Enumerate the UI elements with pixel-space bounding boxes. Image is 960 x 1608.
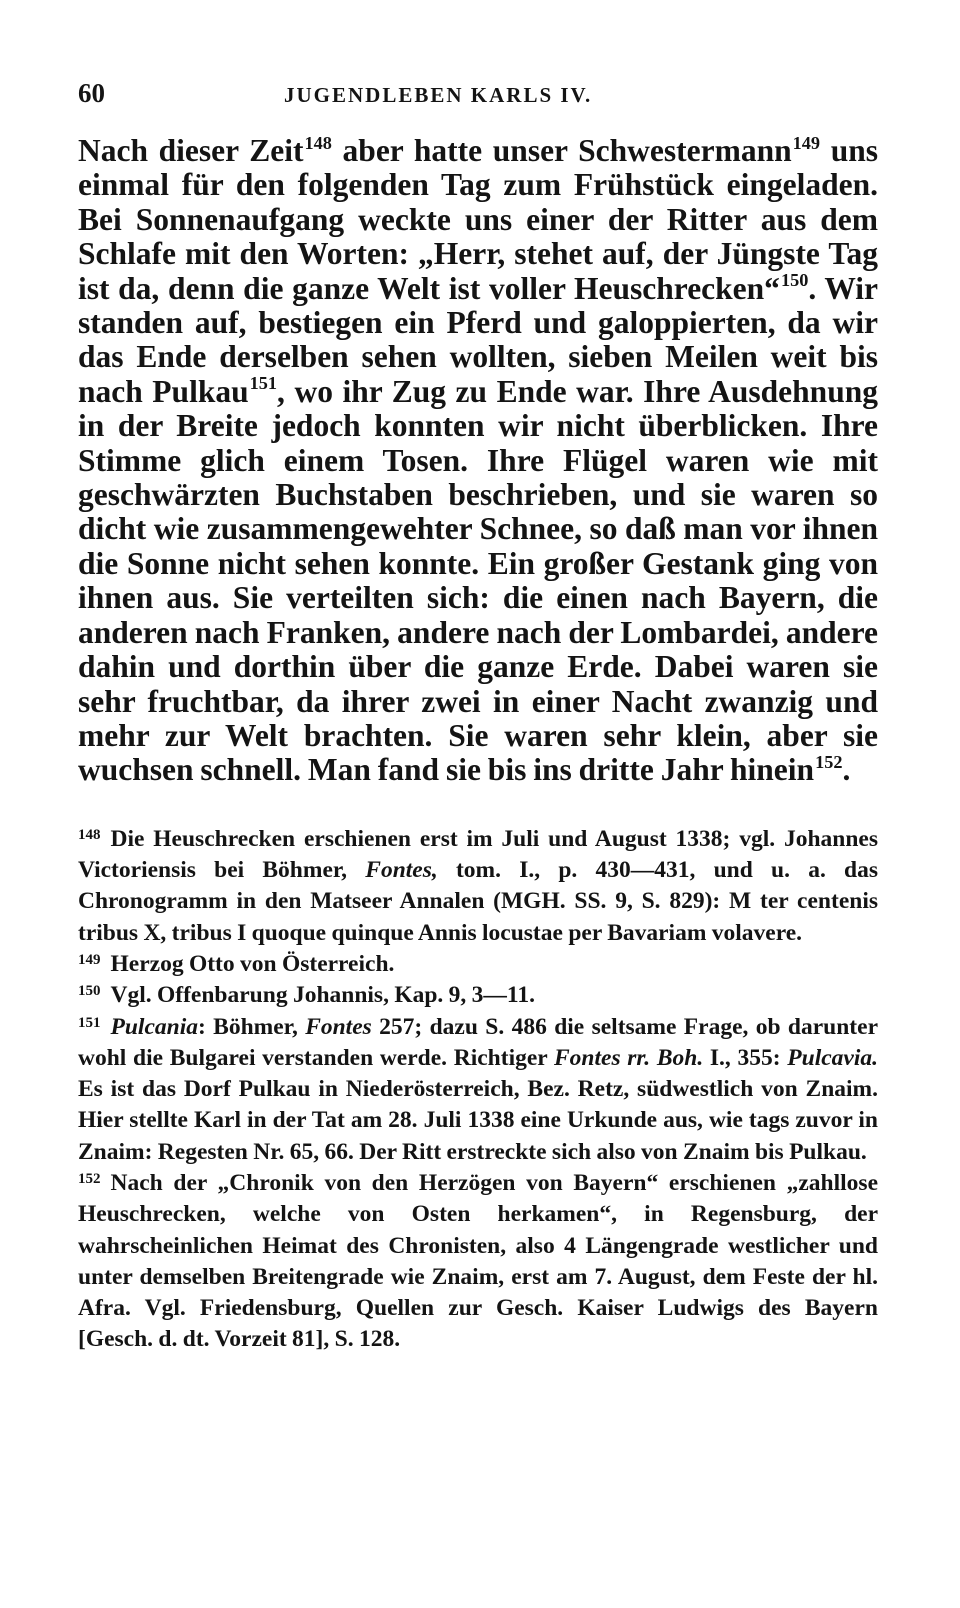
body-text-segment: , wo ihr Zug zu Ende war. Ihre Ausdehnung in der Breite jedoch konnten wir nicht überblicken. Ihre Stimme glich einem Tosen. Ihre Flügel waren wie mit geschwärzten Buchstaben beschrieben, und sie waren so dicht wie zusammengewehter Schnee, so daß man vor ihnen die Sonne nicht sehen konnte. Ein großer Gestank ging von ihnen aus. Sie verteilten sich: die einen nach Bayern, die anderen nach Franken, andere nach der Lombardei, andere dahin und dorthin über die ganze Erde. Dabei waren sie sehr fruchtbar, da ihrer zwei in einer Nacht zwanzig und mehr zur Welt brachten. Sie waren sehr klein, aber sie wuchsen schnell. Man fand sie bis ins dritte Jahr hinein xyxy=(78,373,878,788)
footnote-149 xyxy=(78,949,878,980)
main-paragraph xyxy=(78,134,878,788)
footnote-ref-148: 148 xyxy=(304,132,332,153)
footnote-150 xyxy=(78,980,878,1011)
body-text-segment: uns einmal für den folgenden Tag zum Frühstück eingeladen. Bei Sonnenaufgang weckte uns einer der Ritter aus dem Schlafe mit den Worten: „Herr, stehet auf, der Jüngste Tag ist da, denn die ganze Welt ist voller Heuschrecken“ xyxy=(78,133,879,306)
footnote-italic: Pulcania xyxy=(110,1013,198,1040)
body-text-segment: aber hatte unser Schwestermann xyxy=(331,133,792,168)
footnote-text: Es ist das Dorf Pulkau in Niederösterreich, Bez. Retz, südwestlich von Znaim. Hier stellte Karl in der Tat am 28. Juli 1338 eine Urkunde aus, wie tags zuvor in Znaim: Regesten Nr. 65, 66. Der Ritt erstreckte sich also von Znaim bis Pulkau. xyxy=(78,1076,878,1165)
footnote-151 xyxy=(78,1012,878,1168)
footnote-text: : Böhmer, xyxy=(197,1013,306,1040)
body-text-segment: Nach dieser Zeit xyxy=(78,133,304,168)
footnote-148 xyxy=(78,824,878,949)
footnote-text: Vgl. Offenbarung Johannis, Kap. 9, 3—11. xyxy=(110,982,536,1009)
footnote-italic: Fontes xyxy=(305,1013,372,1040)
body-text-segment: . xyxy=(842,752,851,788)
footnote-ref-151: 151 xyxy=(249,373,278,394)
footnote-text: Herzog Otto von Österreich. xyxy=(110,950,395,977)
footnote-number: 150 xyxy=(78,983,101,1000)
footnote-text: Die Heuschrecken erschienen erst im Juli und August 1338; vgl. Johannes Victoriensis bei Böhmer, xyxy=(78,825,878,884)
body-text-segment: . Wir standen auf, bestiegen ein Pferd und galoppierten, da wir das Ende derselben sehen wollten, sieben Meilen weit bis nach Pulkau xyxy=(78,270,878,409)
running-head xyxy=(78,78,878,128)
footnote-text: Nach der „Chronik von den Herzögen von Bayern“ erschienen „zahllose Heuschrecken, welche von Osten herkamen“, in Regensburg, der wahrscheinlichen Heimat des Chronisten, also 4 Längengrade westlicher und unter demselben Breitengrade wie Znaim, erst am 7. August, dem Feste der hl. Afra. Vgl. Friedensburg, Quellen zur Gesch. Kaiser Ludwigs des Bayern [Gesch. d. dt. Vorzeit 81], S. 128. xyxy=(78,1169,878,1353)
footnote-number: 148 xyxy=(78,826,101,843)
footnote-ref-152: 152 xyxy=(815,751,843,772)
footnote-number: 149 xyxy=(78,952,101,969)
footnote-text: I., 355: xyxy=(703,1044,788,1071)
footnote-ref-150: 150 xyxy=(780,270,809,291)
book-page xyxy=(78,78,878,1356)
footnotes xyxy=(78,824,878,1356)
footnote-italic: Fontes, xyxy=(365,857,438,884)
footnote-number: 152 xyxy=(78,1171,101,1188)
running-title: JUGENDLEBEN KARLS IV. xyxy=(284,83,593,107)
page-number: 60 xyxy=(78,78,105,108)
footnote-text: tom. I., p. 430—431, und u. a. das Chronogramm in den Matseer Annalen (MGH. SS. 9, S. 829): M ter centenis tribus X, tribus I quoque quinque Annis locustae per Bavariam volavere. xyxy=(78,857,879,946)
footnote-152 xyxy=(78,1168,878,1356)
footnote-italic: Fontes rr. Boh. xyxy=(553,1044,704,1071)
footnote-ref-149: 149 xyxy=(792,132,821,153)
footnote-number: 151 xyxy=(78,1014,101,1031)
footnote-italic: Pulcavia. xyxy=(787,1044,878,1071)
footnote-text: 257; dazu S. 486 die seltsame Frage, ob darunter wohl die Bulgarei verstanden werde. Richtiger xyxy=(78,1013,878,1071)
